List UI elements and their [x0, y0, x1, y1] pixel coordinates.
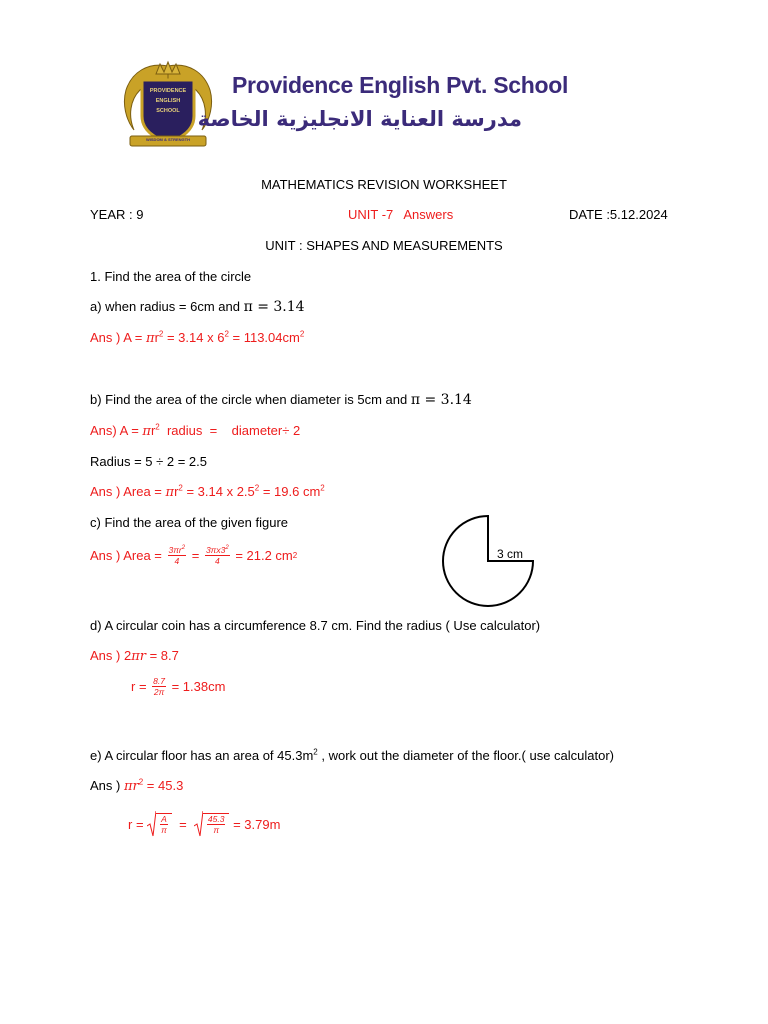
- sup: 2: [313, 747, 318, 757]
- crest-motto: WISDOM & STRENGTH: [146, 137, 190, 142]
- answer-1d-result: = 1.38cm: [167, 679, 226, 694]
- fraction: [160, 814, 168, 835]
- sup: 2: [158, 329, 164, 339]
- answer-1d: [90, 648, 179, 664]
- answer-1b: Ans) $A = \pi r^2$ radius = diameter÷ 2: [90, 422, 301, 439]
- fraction-denominator: 2π: [153, 687, 165, 697]
- fraction-denominator: π: [213, 825, 220, 835]
- fraction-numerator: 45.3: [207, 814, 225, 824]
- sup: 2: [299, 329, 305, 339]
- year-label: YEAR : 9: [90, 207, 144, 222]
- square-root: [194, 810, 230, 838]
- fraction-denominator: π: [161, 825, 167, 835]
- sup: 2: [178, 483, 183, 493]
- question-1b-text: b) Find the area of the circle when diameter is 5cm and: [90, 392, 411, 407]
- equals: =: [188, 548, 203, 563]
- question-1e: [90, 748, 614, 763]
- worksheet-title: MATHEMATICS REVISION WORKSHEET: [261, 177, 507, 192]
- radius-label: r =: [131, 679, 151, 694]
- sup: 2: [224, 329, 229, 339]
- answer-1e-part3: = 45.3: [143, 778, 184, 793]
- answer-1b-part1: Ans) A =: [90, 423, 143, 438]
- answer-1b-area-part3: = 3.14 x 2.5: [182, 484, 255, 499]
- answer-1e-radius: [128, 810, 280, 838]
- answer-1a: Ans ) $A = \pi r^2 = 3.14$ x $6^2 = 113.04cm^2$: [90, 329, 305, 346]
- answer-1e-part1: Ans ): [90, 778, 124, 793]
- radius-calculation: Radius = 5 ÷ 2 = 2.5: [90, 454, 207, 469]
- school-name-arabic: مدرسة العناية الانجليزية الخاصة: [197, 107, 522, 131]
- question-1a: [90, 299, 305, 315]
- answer-1c-part1: Ans ) Area =: [90, 548, 166, 563]
- unit-title: UNIT : SHAPES AND MEASUREMENTS: [265, 238, 503, 253]
- question-1a-pi: π = 3.14: [243, 299, 305, 315]
- radius-label: r =: [128, 816, 148, 832]
- fraction: [205, 545, 230, 566]
- fraction: [207, 814, 226, 835]
- crest-line-1: PROVIDENCE: [149, 88, 187, 94]
- answer-1c-part2: = 21.2 cm: [231, 548, 293, 563]
- sup: 2: [254, 483, 260, 493]
- question-1d: d) A circular coin has a circumference 8.7 cm. Find the radius ( Use calculator): [90, 618, 541, 633]
- sup: 2: [225, 545, 229, 552]
- figure-radius-label: 3 cm: [497, 547, 524, 561]
- fraction-numerator: A: [161, 814, 167, 824]
- fraction-numerator: 3πx3: [205, 545, 226, 555]
- fraction-denominator: 4: [214, 556, 220, 566]
- fraction: [152, 676, 166, 697]
- question-1a-text: a) when radius = 6cm and: [90, 299, 244, 314]
- three-quarter-circle-figure: [440, 510, 540, 610]
- answer-1d-radius: [131, 676, 225, 697]
- sup: 2: [155, 422, 160, 432]
- sup: 2: [320, 483, 325, 493]
- school-name-english: Providence English Pvt. School: [232, 72, 569, 98]
- answer-1b-area: Ans ) Area = $\pi r^2 = 3.14$ x $2.5^2 = 19.6$ $cm^2$: [90, 483, 325, 500]
- date-label: DATE :5.12.2024: [569, 207, 668, 222]
- answer-1e: [90, 778, 183, 794]
- answer-1b-part3: radius = diameter÷ 2: [159, 423, 301, 438]
- answer-1e-result: = 3.79m: [229, 816, 281, 832]
- fraction-numerator: 8.7: [153, 676, 165, 686]
- answer-1a-part1: Ans ) A =: [90, 330, 147, 345]
- answer-1b-part2: r: [150, 423, 156, 438]
- fraction-denominator: 4: [174, 556, 180, 566]
- question-1b: [90, 392, 472, 408]
- crest-line-3: SCHOOL: [156, 108, 180, 114]
- answer-1d-part2: πr: [131, 649, 146, 664]
- sup: 2: [181, 545, 186, 552]
- fraction-numerator: 3πr: [168, 545, 182, 555]
- equals: =: [171, 816, 194, 832]
- answer-1e-part2: πr: [123, 779, 139, 794]
- question-1e-part1: e) A circular floor has an area of 45.3m: [90, 748, 314, 763]
- answer-1b-area-part1: Ans ) Area =: [90, 484, 166, 499]
- question-1e-part2: , work out the diameter of the floor.( use calculator): [317, 748, 615, 763]
- radical-sign-icon: [147, 810, 156, 838]
- unit-answers-label: UNIT -7 Answers: [348, 207, 454, 222]
- question-1-heading: 1. Find the area of the circle: [90, 269, 252, 284]
- square-root: [147, 810, 172, 838]
- sup: 2: [138, 777, 144, 787]
- question-1c: c) Find the area of the given figure: [90, 515, 289, 530]
- crest-line-2: ENGLISH: [155, 98, 181, 104]
- answer-1d-part1: Ans ) 2: [90, 648, 132, 663]
- answer-1a-part2: r: [154, 330, 159, 345]
- fraction: [168, 545, 187, 566]
- answer-1d-part3: = 8.7: [145, 648, 179, 663]
- answer-1a-part4: = 113.04cm: [228, 330, 300, 345]
- radical-sign-icon: [194, 810, 203, 838]
- question-1b-pi: π = 3.14: [410, 392, 472, 408]
- answer-1c: Ans ) Area = $\frac{3\pi r^2}{4}$ = $\frac{3\pi x3^2}{4}$ = 21.2 cm 2: [90, 545, 298, 566]
- answer-1a-part3: = 3.14 x 6: [163, 330, 225, 345]
- answer-1b-area-part2: r: [174, 484, 179, 499]
- answer-1b-area-part4: = 19.6 cm: [259, 484, 321, 499]
